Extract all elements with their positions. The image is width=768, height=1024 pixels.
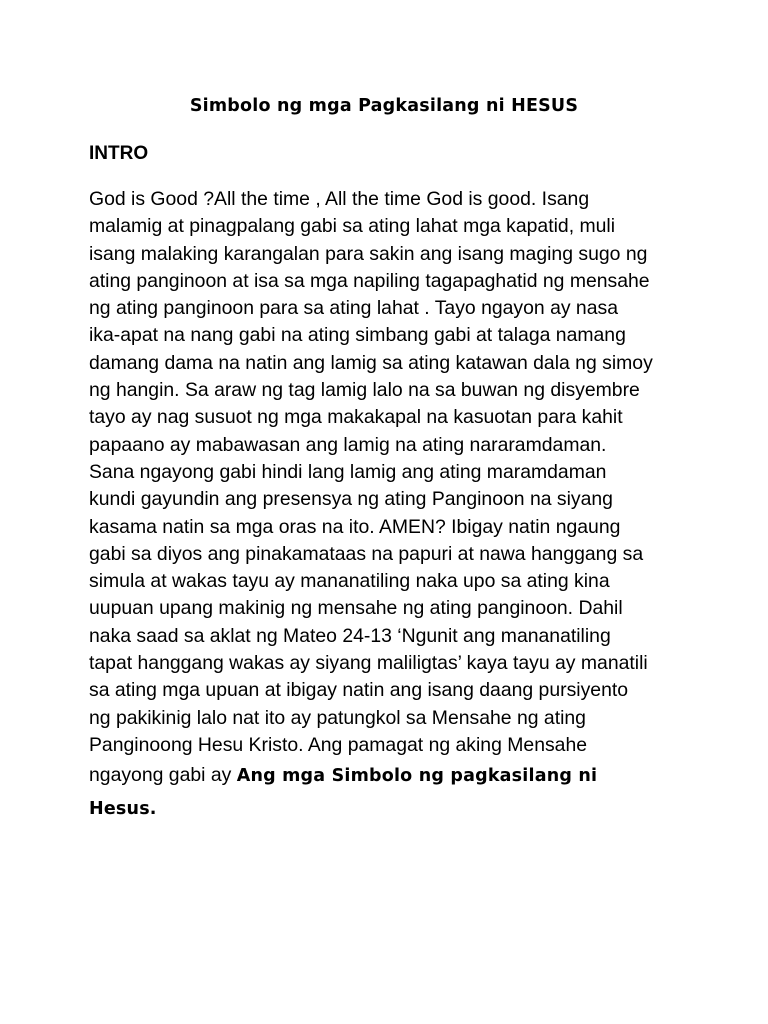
body-line: tayo ay nag susuot ng mga makakapal na kasuotan para kahit: [89, 406, 623, 429]
body-line: Panginoong Hesu Kristo. Ang pamagat ng aking Mensahe: [89, 733, 588, 756]
body-line: gabi sa diyos ang pinakamataas na papuri at nawa hanggang sa: [89, 542, 644, 565]
body-line: tapat hanggang wakas ay siyang maliligtas’ kaya tayu ay manatili: [89, 652, 648, 675]
body-line: simula at wakas tayu ay mananatiling naka upo sa ating kina: [89, 570, 610, 593]
body-line: sa ating mga upuan at ibigay natin ang isang daang pursiyento: [89, 679, 629, 702]
body-line: damang dama na natin ang lamig sa ating katawan dala ng simoy: [89, 351, 653, 374]
message-title-emphasis: Ang mga Simbolo ng pagkasilang ni: [236, 766, 598, 787]
body-line: papaano ay mabawasan ang lamig na ating nararamdaman.: [89, 433, 607, 456]
body-line: Sana ngayong gabi hindi lang lamig ang ating maramdaman: [89, 460, 607, 483]
body-line: kundi gayundin ang presensya ng ating Panginoon na siyang: [89, 488, 613, 511]
body-line: ng pakikinig lalo nat ito ay patungkol sa Mensahe ng ating: [89, 706, 586, 729]
body-line: uupuan upang makinig ng mensahe ng ating panginoon. Dahil: [89, 597, 623, 620]
closing-line: [89, 759, 689, 792]
body-line: God is Good ?All the time , All the time God is good. Isang: [89, 188, 590, 210]
body-line: ika-apat na nang gabi na ating simbang gabi at talaga namang: [89, 324, 626, 347]
closing-prefix: ngayong gabi ay: [89, 764, 237, 787]
body-line: ating panginoon at isa sa mga napiling tagapaghatid ng mensahe: [89, 269, 650, 292]
body-line: isang malaking karangalan para sakin ang isang maging sugo ng: [89, 242, 648, 265]
closing-line-end: [89, 792, 689, 825]
section-heading-intro: INTRO: [89, 143, 149, 164]
body-paragraph: [89, 186, 689, 825]
body-line: ng hangin. Sa araw ng tag lamig lalo na sa buwan ng disyembre: [89, 379, 640, 402]
body-line: malamig at pinagpalang gabi sa ating lahat mga kapatid, muli: [89, 215, 616, 238]
body-line: kasama natin sa mga oras na ito. AMEN? Ibigay natin ngaung: [89, 515, 621, 538]
body-line: ng ating panginoon para sa ating lahat . Tayo ngayon ay nasa: [89, 297, 618, 320]
body-line: naka saad sa aklat ng Mateo 24-13 ‘Ngunit ang mananatiling: [89, 624, 611, 647]
message-title-emphasis-end: Hesus.: [89, 799, 157, 820]
document-title: Simbolo ng mga Pagkasilang ni HESUS: [189, 96, 579, 116]
